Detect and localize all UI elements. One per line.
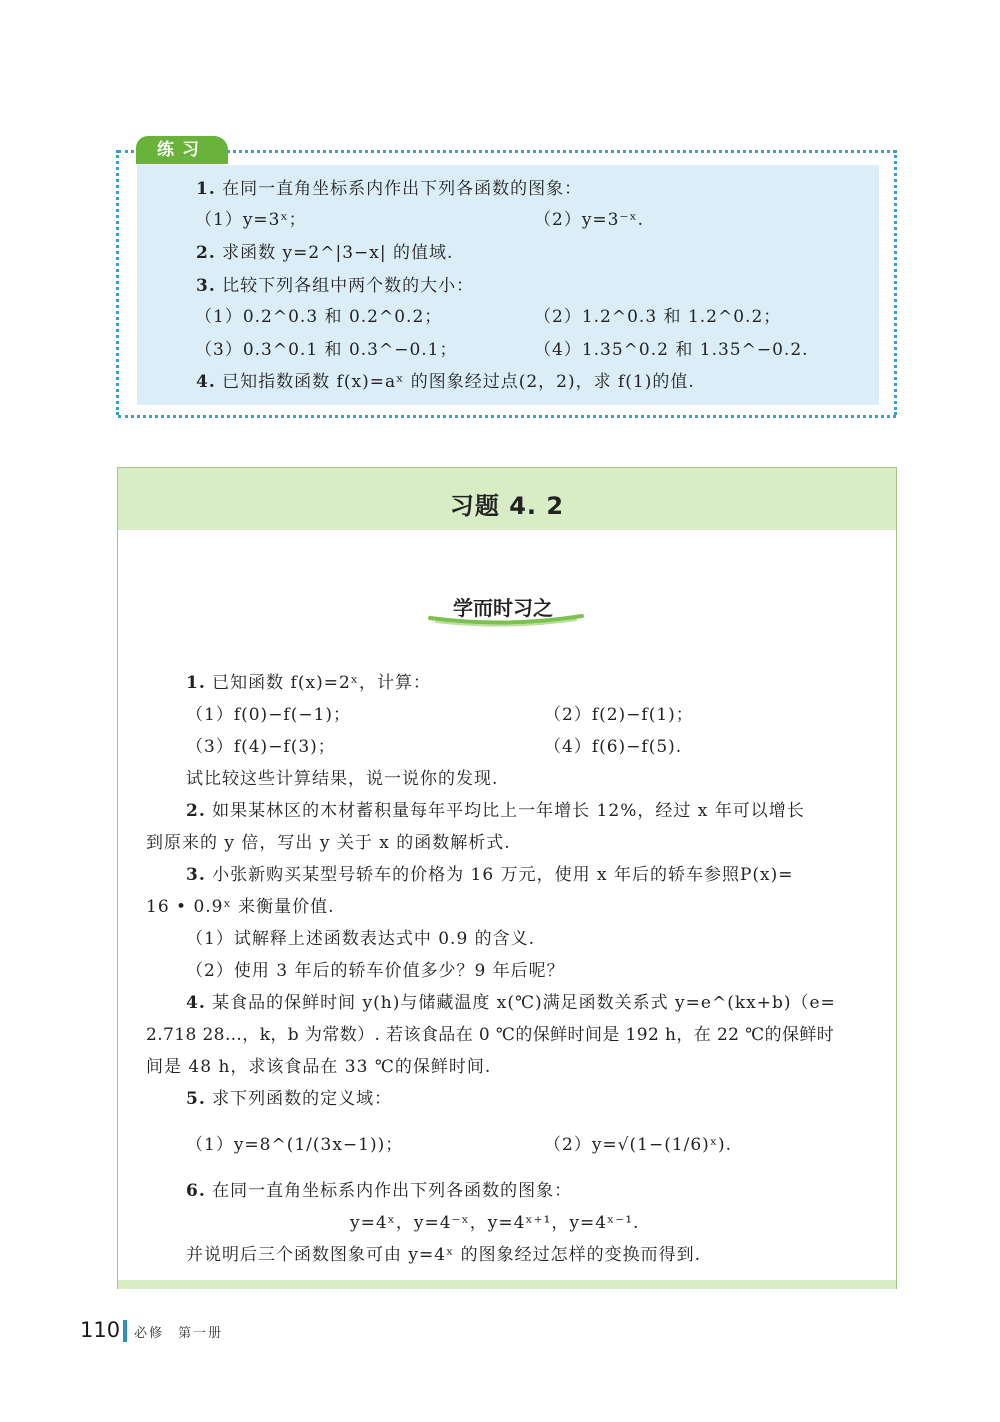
exercise-p3-sub2: （2）使用 3 年后的轿车价值多少？9 年后呢？ [186,961,565,981]
exercise-p3-text: 小张新购买某型号轿车的价格为 16 万元，使用 x 年后的轿车参照P(x)= [212,865,794,885]
exercise-p6-eq-rest: y=4⁻ˣ，y=4ˣ⁺¹，y=4ˣ⁻¹. [413,1213,640,1233]
footer-book-info [134,1322,223,1341]
exercise-p5-number: 5. [186,1089,206,1109]
exercise-p6-text: 在同一直角坐标系内作出下列各函数的图象： [212,1181,573,1201]
exercise-p1 [186,672,431,694]
exercise-p1-tail: 试比较这些计算结果，说一说你的发现. [186,769,499,789]
practice-q3-number: 3. [196,276,216,296]
practice-box-left-border [116,150,119,415]
exercise-title: 习题 4. 2 [449,492,565,520]
exercise-p3-line2: 16 • 0.9ˣ 来衡量价值. [146,897,335,917]
exercise-p2-text: 如果某林区的木材蓄积量每年平均比上一年增长 12%，经过 x 年可以增长 [212,801,805,821]
exercise-p1d: （4）f(6)−f(5). [544,737,683,757]
practice-q3 [196,275,474,297]
practice-q1b: （2）y=3⁻ˣ. [534,210,645,230]
exercise-p4-text: 某食品的保鲜时间 y(h)与储藏温度 x(℃)满足函数关系式 y=e^(kx+b)（e= [212,993,836,1013]
practice-q3b: （2）1.2^0.3 和 1.2^0.2； [534,307,782,327]
exercise-p2-number: 2. [186,801,206,821]
exercise-p6 [186,1180,572,1202]
exercise-p1-number: 1. [186,673,206,693]
practice-q2-number: 2. [196,243,216,263]
practice-q4-number: 4. [196,372,216,392]
exercise-p1a: （1）f(0)−f(−1)； [186,705,352,725]
exercise-footer-band [118,1280,896,1289]
practice-q3a: （1）0.2^0.3 和 0.2^0.2； [195,307,443,327]
practice-q3d: （4）1.35^0.2 和 1.35^−0.2. [534,340,809,360]
practice-q3-text: 比较下列各组中两个数的大小： [222,276,475,296]
practice-q1-text: 在同一直角坐标系内作出下列各函数的图象： [222,179,583,199]
footer-volume: 第一册 [178,1326,224,1341]
subtitle-underline-swoosh [428,612,584,628]
exercise-p1c: （3）f(4)−f(3)； [186,737,336,757]
exercise-p4-number: 4. [186,993,206,1013]
exercise-p3-sub1: （1）试解释上述函数表达式中 0.9 的含义. [186,929,536,949]
exercise-p5a: （1）y=8^(1/(3x−1))； [186,1135,404,1155]
practice-q2-text: 求函数 y=2^|3−x| 的值域. [222,243,454,263]
exercise-p5-text: 求下列函数的定义域： [212,1089,393,1109]
footer-divider-bar [123,1320,127,1342]
exercise-p4-line1 [186,992,836,1014]
exercise-subtitle: 学而时习之 [453,596,553,620]
practice-tab: 练习 [136,136,228,164]
exercise-p4-line2: 2.718 28…，k，b 为常数）. 若该食品在 0 ℃的保鲜时间是 192 h，在 22 ℃的保鲜时 [146,1025,835,1045]
practice-box-right-border [894,150,897,415]
exercise-p6-tail: 并说明后三个函数图象可由 y=4ˣ 的图象经过怎样的变换而得到. [186,1245,702,1265]
practice-q1 [196,178,582,200]
exercise-p1-text: 已知函数 f(x)=2ˣ，计算： [212,673,431,693]
footer-book: 必修 [134,1326,165,1341]
page-number: 110 [80,1318,121,1342]
practice-q2 [196,242,453,264]
exercise-p5b: （2）y=√(1−(1/6)ˣ). [544,1135,733,1155]
exercise-p5 [186,1088,392,1110]
exercise-p6-eq-first: y=4ˣ， [350,1213,414,1233]
practice-q4 [196,371,695,393]
exercise-p2-line1 [186,800,805,822]
practice-q1a: （1）y=3ˣ； [195,210,307,230]
exercise-p1b: （2）f(2)−f(1)； [544,705,694,725]
exercise-p3-number: 3. [186,865,206,885]
exercise-p2-line2: 到原来的 y 倍，写出 y 关于 x 的函数解析式. [146,833,511,853]
exercise-p6-number: 6. [186,1181,206,1201]
exercise-p4-line3: 间是 48 h，求该食品在 33 ℃的保鲜时间. [146,1057,492,1077]
exercise-p6-equations [350,1212,639,1234]
practice-q1-number: 1. [196,179,216,199]
practice-q4-text: 已知指数函数 f(x)=aˣ 的图象经过点(2，2)，求 f(1)的值. [222,372,695,392]
exercise-p3-line1 [186,864,794,886]
practice-q3c: （3）0.3^0.1 和 0.3^−0.1； [195,340,458,360]
